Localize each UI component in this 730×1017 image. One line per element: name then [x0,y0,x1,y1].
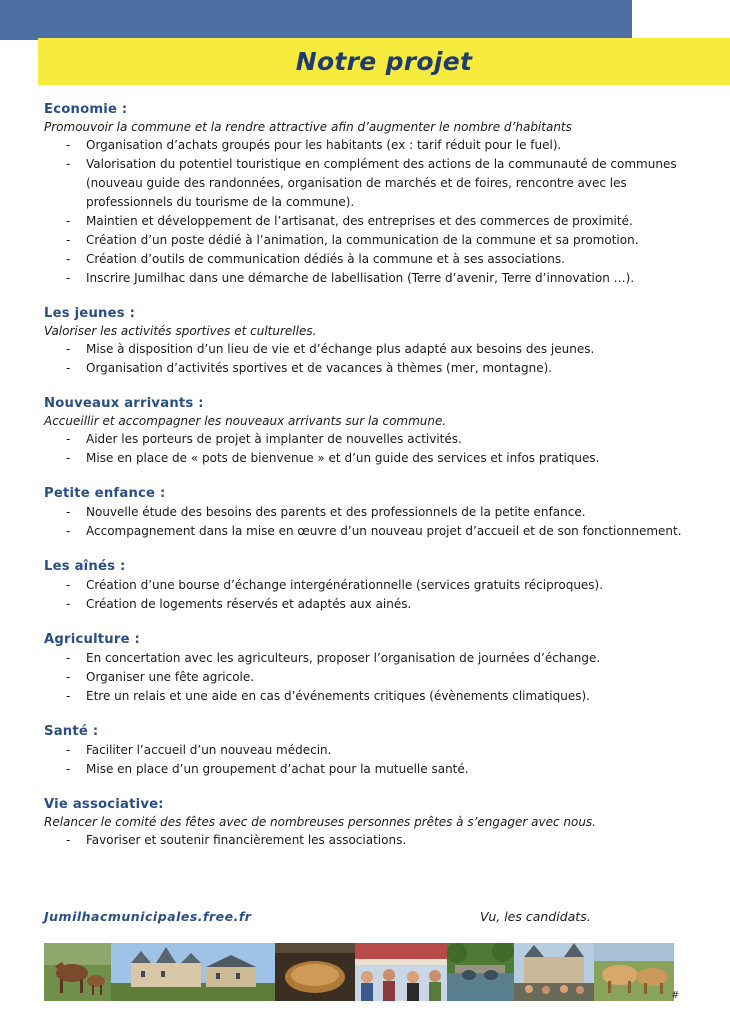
list-item: - Maintien et développement de l’artisanat, des entreprises et des commerces de proximité. [44,212,716,231]
section [44,101,716,288]
list-item: - Faciliter l’accueil d’un nouveau médecin. [44,741,716,760]
page-marker: # [671,990,680,1001]
section-heading: Agriculture : [44,632,141,647]
section-heading: Les jeunes : [44,306,136,321]
photo-chateau [111,943,275,1001]
list-item: - Aider les porteurs de projet à implanter de nouvelles activités. [44,430,716,449]
section-list [44,503,716,541]
list-item: - Organisation d’achats groupés pour les habitants (ex : tarif réduit pour le fuel). [44,136,716,155]
list-item: - Création d’un poste dédié à l’animation, la communication de la commune et sa promotion. [44,231,716,250]
section [44,395,716,468]
list-item: - En concertation avec les agriculteurs, proposer l’organisation de journées d’échange. [44,649,716,668]
section-list [44,831,716,850]
section-list [44,136,716,288]
list-item: - Inscrire Jumilhac dans une démarche de labellisation (Terre d’avenir, Terre d’innovation …). [44,269,716,288]
section-list [44,649,716,706]
list-item: - Mise à disposition d’un lieu de vie et d’échange plus adapté aux besoins des jeunes. [44,340,716,359]
section [44,796,716,850]
section-intro: Accueillir et accompagner les nouveaux arrivants sur la commune. [44,414,447,428]
section-heading: Economie : [44,102,128,117]
list-item: - Mise en place de « pots de bienvenue » et d’un guide des services et infos pratiques. [44,449,716,468]
section-intro: Relancer le comité des fêtes avec de nombreuses personnes prêtes à s’engager avec nous. [44,815,596,829]
list-item: - Accompagnement dans la mise en œuvre d’un nouveau projet d’accueil et de son fonctionnement. [44,522,716,541]
list-item: - Favoriser et soutenir financièrement les associations. [44,831,716,850]
section-heading: Vie associative: [44,797,164,812]
section-list [44,741,716,779]
photo-copper-pan [275,943,355,1001]
list-item: - Mise en place d’un groupement d’achat pour la mutuelle santé. [44,760,716,779]
footer [44,909,644,929]
section-intro: Promouvoir la commune et la rendre attractive afin d’augmenter le nombre d’habitants [44,120,572,134]
section [44,558,716,614]
section-heading: Petite enfance : [44,486,166,501]
photo-river-bridge [447,943,514,1001]
section-intro: Valoriser les activités sportives et culturelles. [44,324,317,338]
list-item: - Organisation d’activités sportives et de vacances à thèmes (mer, montagne). [44,359,716,378]
section [44,631,716,706]
section [44,723,716,779]
photo-cattle [594,943,674,1001]
website-link[interactable]: Jumilhacmunicipales.free.fr [44,909,252,924]
list-item: - Création d’outils de communication dédiés à la commune et à ses associations. [44,250,716,269]
photo-castle-market [514,943,594,1001]
photo-horses [44,943,111,1001]
section-list [44,340,716,378]
section-heading: Nouveaux arrivants : [44,396,204,411]
list-item: - Valorisation du potentiel touristique en complément des actions de la communauté de communes (nouveau guide des randonnées, organisation de marchés et de foires, rencontre avec les professionnels du tourisme de la commune). [44,155,716,212]
top-color-band [0,0,632,40]
list-item: - Etre un relais et une aide en cas d’événements critiques (évènements climatiques). [44,687,716,706]
section-heading: Santé : [44,724,99,739]
list-item: - Organiser une fête agricole. [44,668,716,687]
list-item: - Nouvelle étude des besoins des parents et des professionnels de la petite enfance. [44,503,716,522]
section-list [44,430,716,468]
list-item: - Création de logements réservés et adaptés aux ainés. [44,595,716,614]
photo-strip [44,943,674,1001]
list-item: - Création d’une bourse d’échange intergénérationnelle (services gratuits réciproques). [44,576,716,595]
project-content [44,101,716,867]
title-banner [38,38,730,85]
section-heading: Les aînés : [44,559,126,574]
section-list [44,576,716,614]
signature-text: Vu, les candidats. [480,909,591,924]
page-title: Notre projet [295,47,473,76]
section [44,485,716,541]
photo-market-crowd [355,943,447,1001]
section [44,305,716,378]
